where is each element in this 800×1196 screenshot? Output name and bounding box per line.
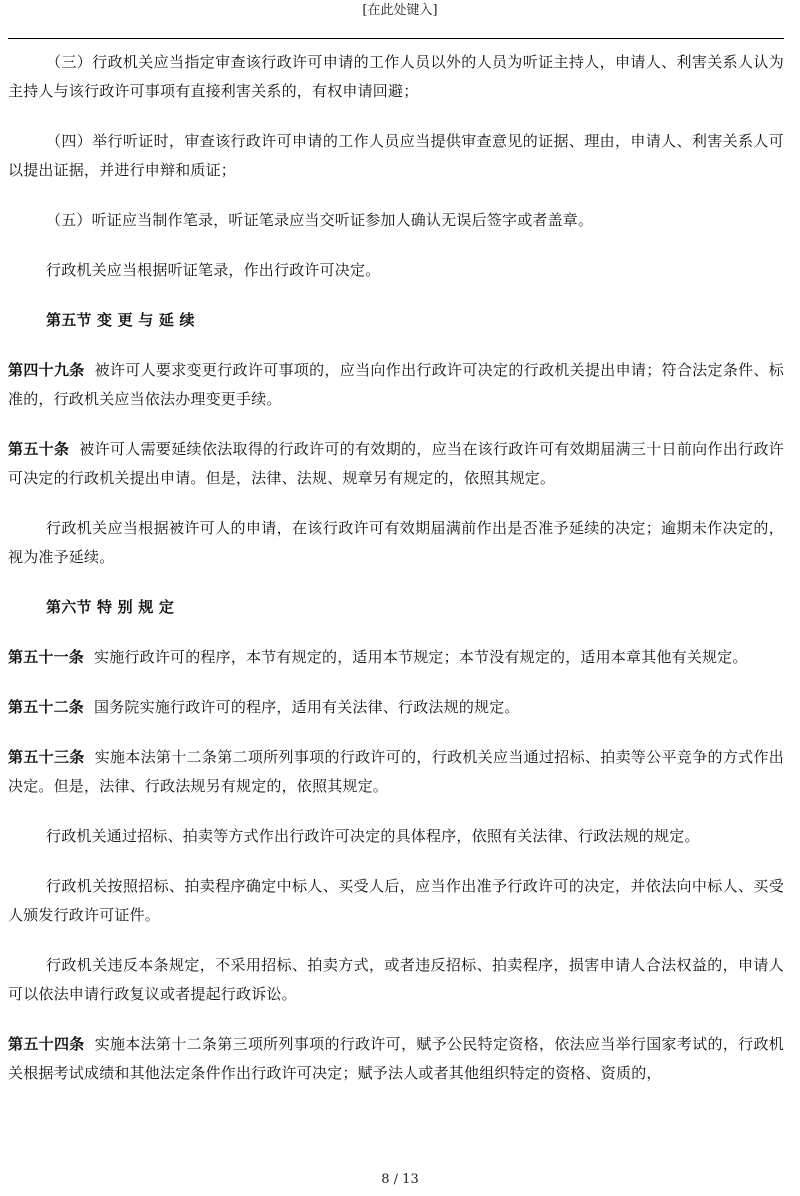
page-number: 8 / 13 (381, 1172, 419, 1187)
article-52-label: 第五十二条 (8, 698, 85, 716)
section-title-6: 第六节 特 别 规 定 (46, 598, 175, 616)
article-54 (8, 1030, 784, 1088)
paragraph-winner: 行政机关按照招标、拍卖程序确定中标人、买受人后，应当作出准予行政许可的决定，并依法向中标人、买受人颁发行政许可证件。 (8, 877, 784, 924)
article-53-label: 第五十三条 (8, 748, 85, 766)
article-53-text: 实施本法第十二条第二项所列事项的行政许可的，行政机关应当通过招标、拍卖等公平竞争的方式作出决定。但是，法律、行政法规另有规定的，依照其规定。 (8, 748, 784, 795)
paragraph-item-4: （四）举行听证时，审查该行政许可申请的工作人员应当提供审查意见的证据、理由，申请人、利害关系人可以提出证据，并进行申辩和质证； (8, 132, 784, 179)
section-title-5: 第五节 变 更 与 延 续 (46, 311, 195, 329)
article-50-text: 被许可人需要延续依法取得的行政许可的有效期的，应当在该行政许可有效期届满三十日前向作出行政许可决定的行政机关提出申请。但是，法律、法规、规章另有规定的，依照其规定。 (8, 440, 784, 487)
page-header: [在此处键入] (362, 3, 438, 18)
paragraph-violation: 行政机关违反本条规定，不采用招标、拍卖方式，或者违反招标、拍卖程序，损害申请人合法权益的，申请人可以依法申请行政复议或者提起行政诉讼。 (8, 956, 784, 1003)
paragraph-decision: 行政机关应当根据听证笔录，作出行政许可决定。 (46, 261, 381, 279)
article-53 (8, 743, 784, 801)
article-51-label: 第五十一条 (8, 648, 85, 666)
article-49 (8, 356, 784, 414)
article-50 (8, 435, 784, 493)
article-52-text: 国务院实施行政许可的程序，适用有关法律、行政法规的规定。 (94, 698, 520, 716)
article-49-label: 第四十九条 (8, 361, 85, 379)
paragraph-procedure: 行政机关通过招标、拍卖等方式作出行政许可决定的具体程序，依照有关法律、行政法规的规定。 (46, 827, 700, 845)
article-49-text: 被许可人要求变更行政许可事项的，应当向作出行政许可决定的行政机关提出申请；符合法定条件、标准的，行政机关应当依法办理变更手续。 (8, 361, 784, 408)
header-divider (8, 38, 784, 39)
paragraph-extension: 行政机关应当根据被许可人的申请，在该行政许可有效期届满前作出是否准予延续的决定；逾期未作决定的，视为准予延续。 (8, 519, 784, 566)
article-51 (8, 643, 784, 672)
article-52 (8, 693, 784, 722)
paragraph-item-3: （三）行政机关应当指定审查该行政许可申请的工作人员以外的人员为听证主持人，申请人、利害关系人认为主持人与该行政许可事项有直接利害关系的，有权申请回避； (8, 53, 784, 100)
article-51-text: 实施行政许可的程序，本节有规定的，适用本节规定；本节没有规定的，适用本章其他有关规定。 (94, 648, 748, 666)
article-54-label: 第五十四条 (8, 1035, 85, 1053)
article-54-text: 实施本法第十二条第三项所列事项的行政许可，赋予公民特定资格，依法应当举行国家考试的，行政机关根据考试成绩和其他法定条件作出行政许可决定；赋予法人或者其他组织特定的资格、资质的， (8, 1035, 784, 1082)
paragraph-item-5: （五）听证应当制作笔录，听证笔录应当交听证参加人确认无误后签字或者盖章。 (46, 211, 594, 229)
article-50-label: 第五十条 (8, 440, 70, 458)
document-body (8, 48, 784, 1109)
